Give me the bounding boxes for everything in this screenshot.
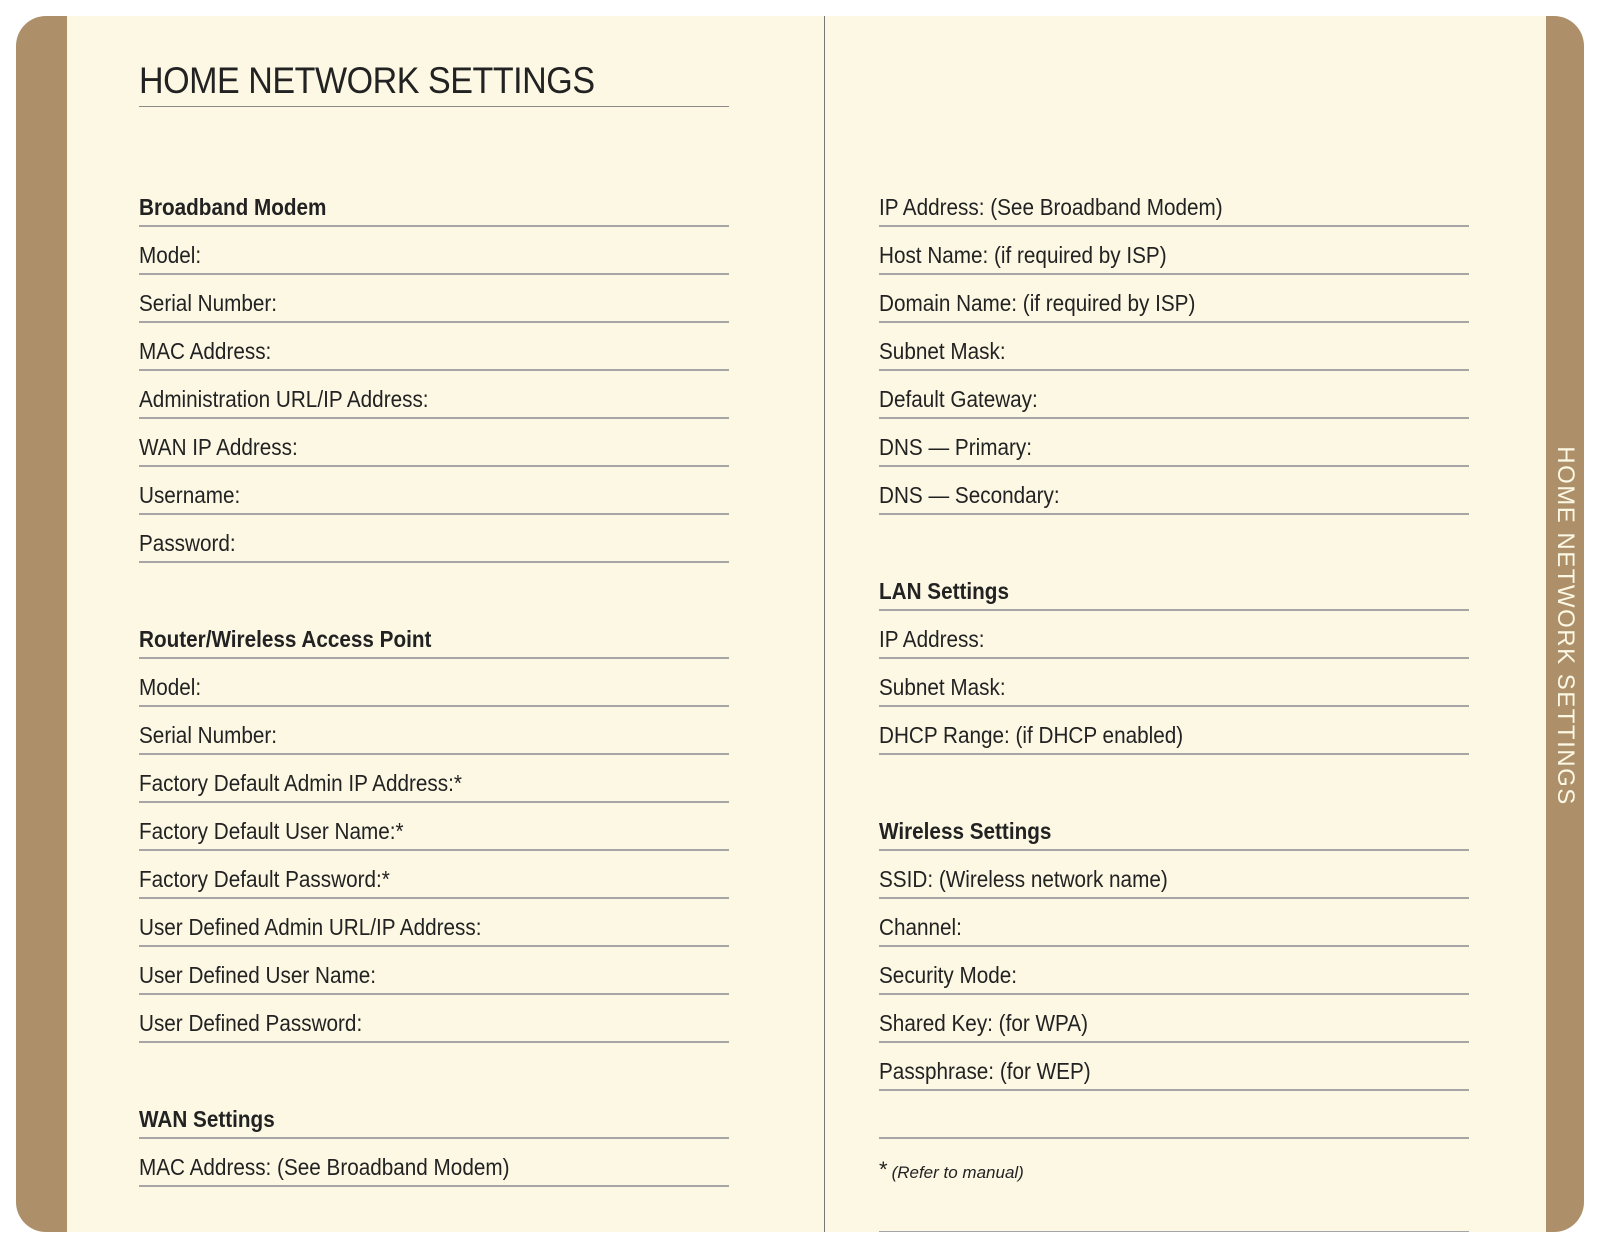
- field-row[interactable]: [879, 947, 1469, 995]
- field-row[interactable]: [879, 851, 1469, 899]
- field-label: IP Address:: [879, 626, 985, 652]
- field-label: Factory Default Admin IP Address:*: [139, 770, 462, 796]
- field-label: DNS — Primary:: [879, 434, 1032, 460]
- side-tab: [1546, 16, 1584, 1232]
- field-label: SSID: (Wireless network name): [879, 866, 1168, 892]
- notebook-spread: [16, 16, 1584, 1232]
- field-row[interactable]: [879, 707, 1469, 755]
- field-row[interactable]: [879, 275, 1469, 323]
- field-label: MAC Address:: [139, 338, 272, 364]
- field-row[interactable]: [879, 899, 1469, 947]
- blank-field-row[interactable]: [879, 1187, 1469, 1232]
- footnote: [879, 1139, 1469, 1187]
- field-row[interactable]: [139, 755, 729, 803]
- field-row[interactable]: [139, 323, 729, 371]
- side-tab-label: HOME NETWORK SETTINGS: [1552, 446, 1579, 806]
- title-block: [139, 16, 729, 116]
- field-label: Shared Key: (for WPA): [879, 1010, 1088, 1036]
- field-label: Factory Default Password:*: [139, 866, 390, 892]
- field-row[interactable]: [139, 707, 729, 755]
- field-label: Password:: [139, 530, 236, 556]
- field-row[interactable]: [139, 659, 729, 707]
- field-row[interactable]: [879, 179, 1469, 227]
- field-row[interactable]: [879, 1043, 1469, 1091]
- right-page: [825, 16, 1546, 1232]
- field-row[interactable]: [879, 419, 1469, 467]
- blank-field-row[interactable]: [879, 1091, 1469, 1139]
- field-label: User Defined Password:: [139, 1010, 363, 1036]
- field-label: Serial Number:: [139, 722, 278, 748]
- footnote-asterisk: *: [879, 1157, 888, 1182]
- left-column: [139, 179, 729, 1232]
- field-row[interactable]: [139, 995, 729, 1043]
- field-label: Subnet Mask:: [879, 674, 1006, 700]
- field-label: User Defined User Name:: [139, 962, 376, 988]
- section-heading-router: Router/Wireless Access Point: [139, 611, 729, 659]
- field-row[interactable]: [139, 947, 729, 995]
- field-row[interactable]: [139, 803, 729, 851]
- field-label: Factory Default User Name:*: [139, 818, 404, 844]
- page-title: HOME NETWORK SETTINGS: [139, 60, 595, 101]
- field-label: Passphrase: (for WEP): [879, 1058, 1091, 1084]
- field-label: Model:: [139, 242, 202, 268]
- field-label: DHCP Range: (if DHCP enabled): [879, 722, 1184, 748]
- field-row[interactable]: [139, 371, 729, 419]
- field-row[interactable]: [879, 371, 1469, 419]
- field-label: Default Gateway:: [879, 386, 1038, 412]
- blank-field-row[interactable]: [139, 1187, 729, 1232]
- field-label: MAC Address: (See Broadband Modem): [139, 1154, 510, 1180]
- field-row[interactable]: [139, 227, 729, 275]
- field-row[interactable]: [879, 467, 1469, 515]
- field-row[interactable]: [139, 275, 729, 323]
- field-label: Username:: [139, 482, 241, 508]
- right-column: [879, 179, 1469, 1232]
- section-heading-wan-settings: WAN Settings: [139, 1091, 729, 1139]
- spacer: [879, 755, 1469, 803]
- field-row[interactable]: [879, 659, 1469, 707]
- field-row[interactable]: [139, 467, 729, 515]
- spacer: [879, 515, 1469, 563]
- field-label: Channel:: [879, 914, 962, 940]
- field-label: Administration URL/IP Address:: [139, 386, 429, 412]
- field-label: DNS — Secondary:: [879, 482, 1060, 508]
- section-heading-wireless-settings: Wireless Settings: [879, 803, 1469, 851]
- field-label: Model:: [139, 674, 202, 700]
- field-label: User Defined Admin URL/IP Address:: [139, 914, 482, 940]
- field-label: Domain Name: (if required by ISP): [879, 290, 1196, 316]
- field-row[interactable]: [879, 611, 1469, 659]
- field-label: Host Name: (if required by ISP): [879, 242, 1167, 268]
- field-row[interactable]: [139, 851, 729, 899]
- field-row[interactable]: [139, 899, 729, 947]
- field-row[interactable]: [879, 227, 1469, 275]
- field-row[interactable]: [879, 323, 1469, 371]
- field-row[interactable]: [139, 1139, 729, 1187]
- field-row[interactable]: [139, 419, 729, 467]
- section-heading-broadband-modem: Broadband Modem: [139, 179, 729, 227]
- field-label: Security Mode:: [879, 962, 1018, 988]
- left-page: [67, 16, 824, 1232]
- footnote-text: (Refer to manual): [891, 1163, 1024, 1182]
- field-row[interactable]: [139, 515, 729, 563]
- spacer: [139, 563, 729, 611]
- title-rule: [139, 106, 729, 107]
- field-label: Subnet Mask:: [879, 338, 1006, 364]
- spacer: [139, 1043, 729, 1091]
- field-row[interactable]: [879, 995, 1469, 1043]
- field-label: IP Address: (See Broadband Modem): [879, 194, 1223, 220]
- field-label: Serial Number:: [139, 290, 278, 316]
- section-heading-lan-settings: LAN Settings: [879, 563, 1469, 611]
- field-label: WAN IP Address:: [139, 434, 298, 460]
